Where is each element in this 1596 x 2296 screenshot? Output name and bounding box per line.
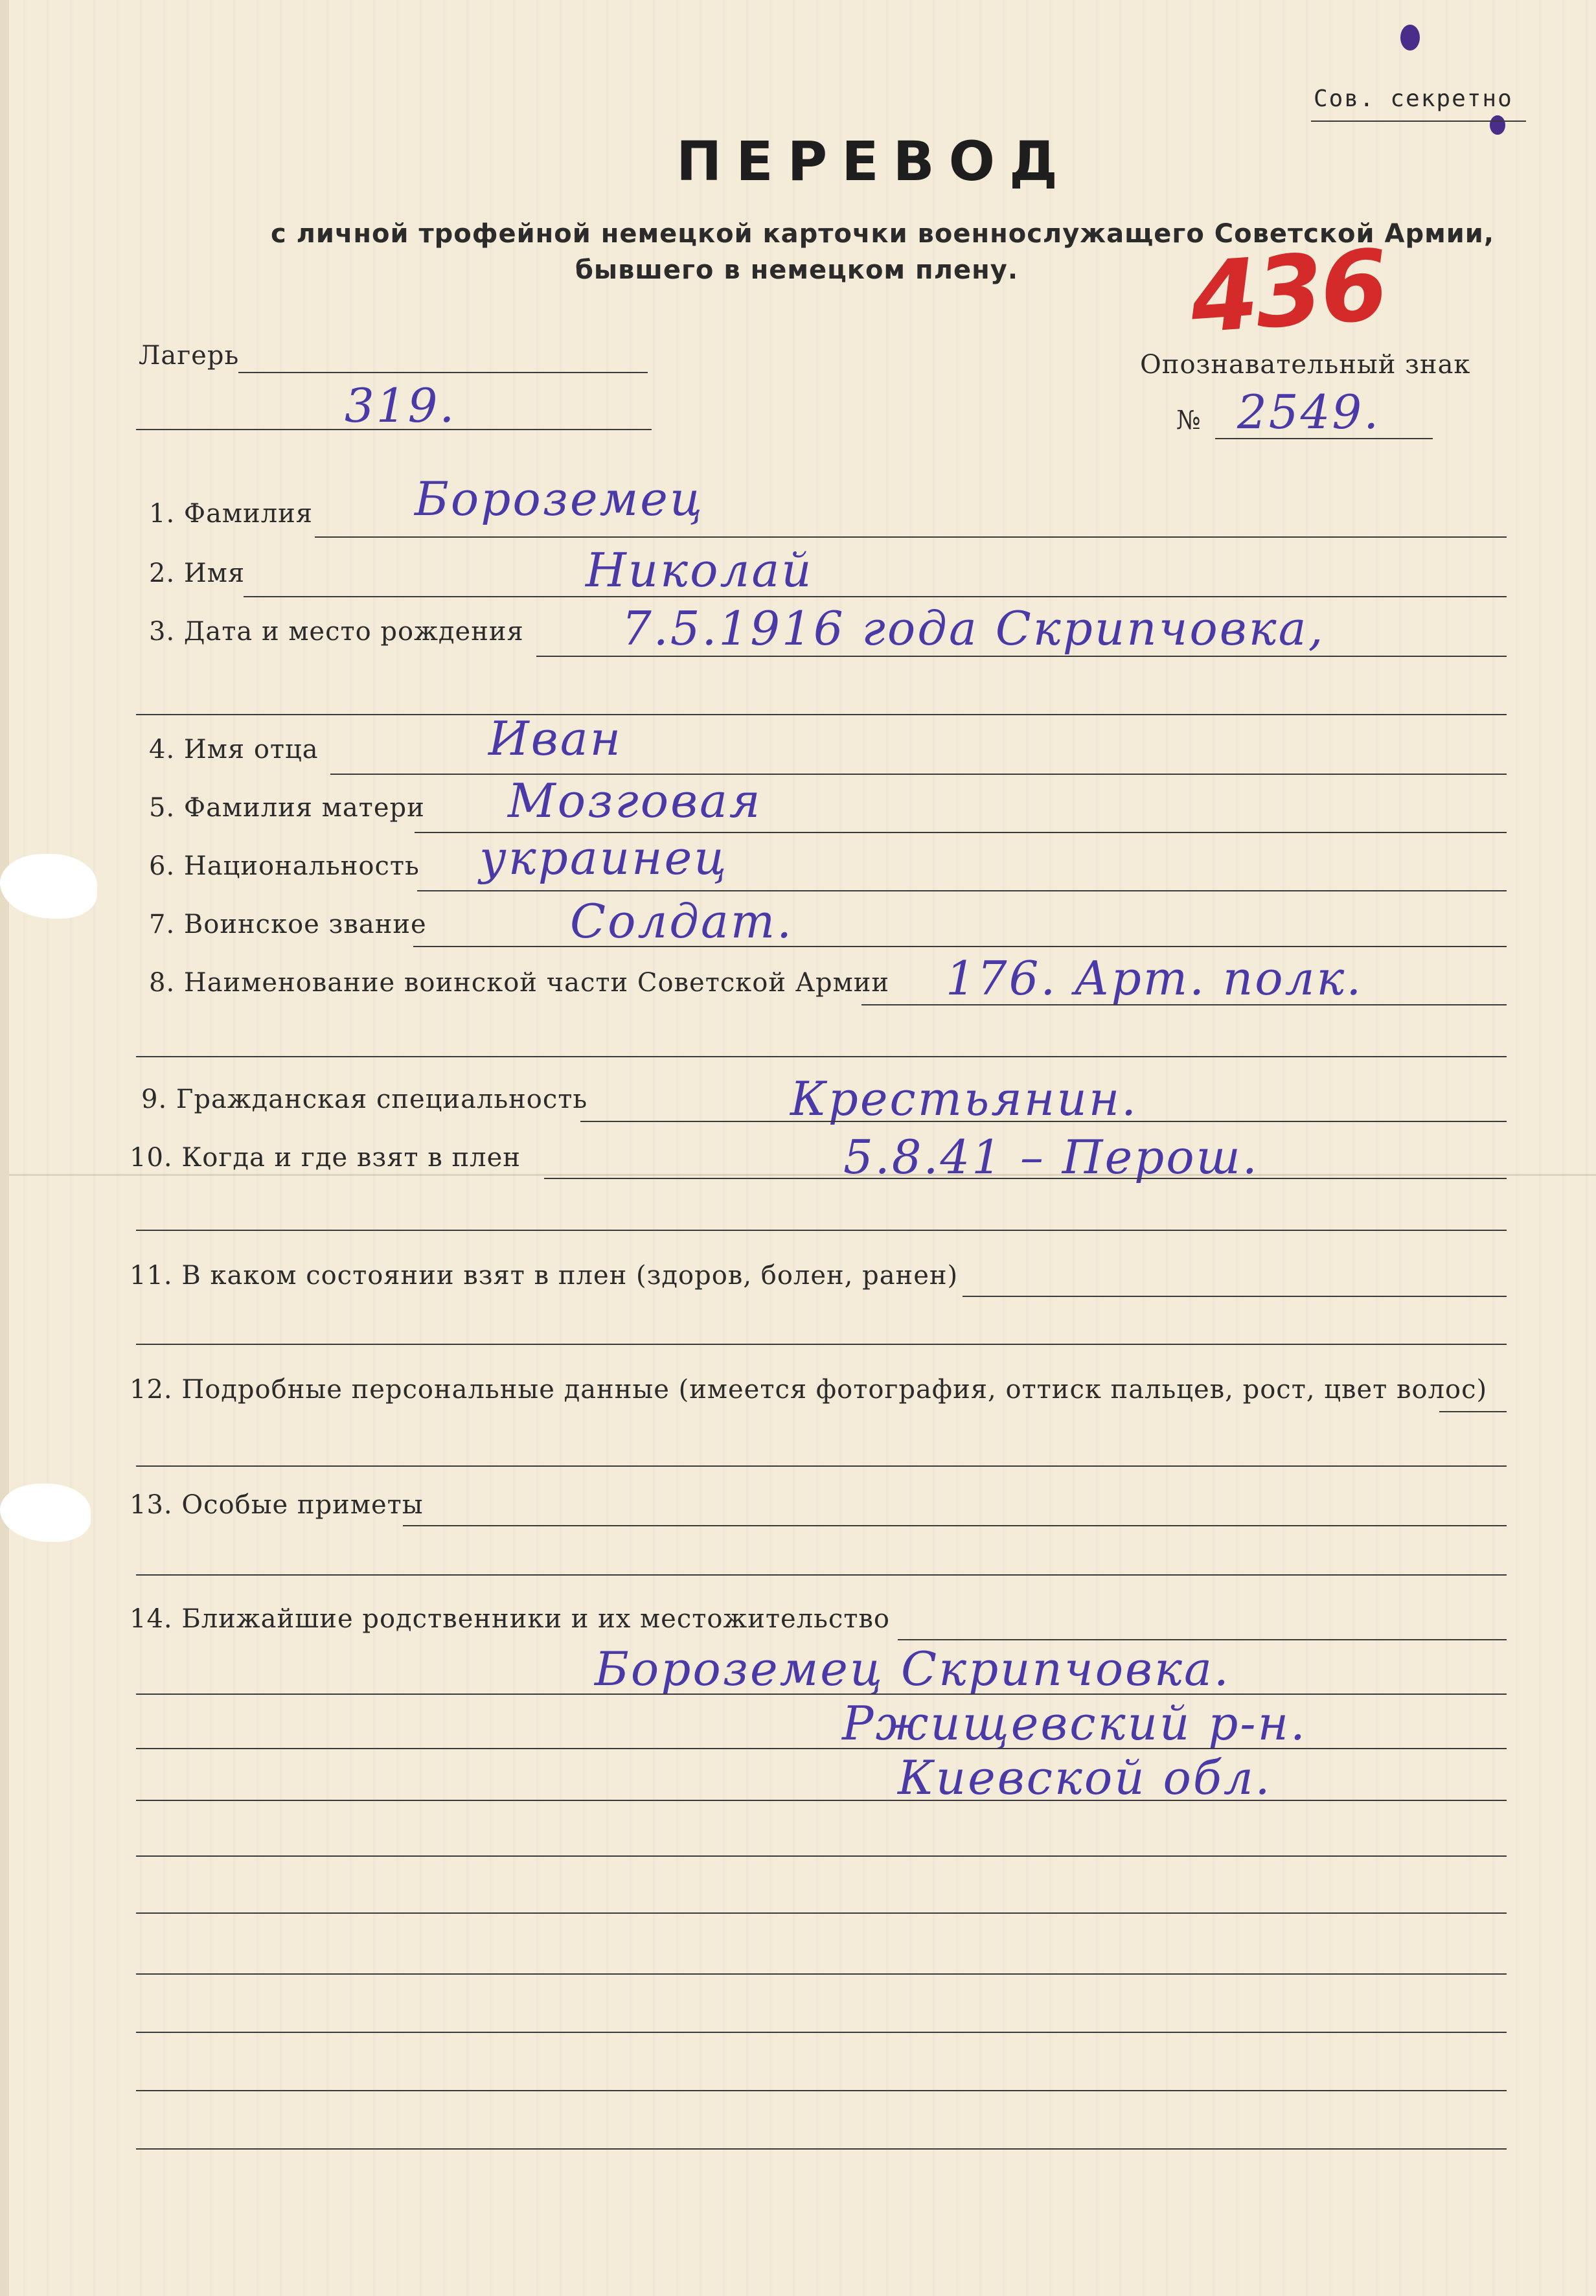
document-subtitle-line2: бывшего в немецком плену.: [575, 255, 1019, 285]
paper-tear-hole: [0, 854, 97, 919]
field-4-line: [330, 774, 1507, 775]
field-13-line: [403, 1525, 1507, 1526]
document-title: ПЕРЕВОД: [676, 130, 1072, 193]
field-6-line: [417, 890, 1507, 891]
field-14-line-6: [136, 1912, 1507, 1914]
field-14-value-line2: Ржищевский р-н.: [842, 1696, 1307, 1751]
field-8-label: 8. Наименование воинской части Советской Армии: [149, 968, 890, 998]
field-10-value: 5.8.41 – Перош.: [843, 1130, 1259, 1184]
field-2-value: Николай: [586, 543, 814, 597]
field-14-line-9: [136, 2090, 1507, 2091]
field-3-line-2: [136, 714, 1507, 715]
field-5-label: 5. Фамилия матери: [149, 793, 425, 823]
paper-edge-wear: [0, 0, 9, 2296]
camp-label: Лагерь: [139, 341, 240, 371]
field-14-value-line3: Киевской обл.: [898, 1751, 1272, 1805]
field-4-label: 4. Имя отца: [149, 735, 319, 764]
id-tag-label: Опознавательный знак: [1140, 350, 1471, 380]
field-10-line: [544, 1178, 1507, 1179]
ink-blot: [1400, 25, 1420, 51]
field-14-line-4: [136, 1800, 1507, 1801]
field-1-label: 1. Фамилия: [149, 499, 314, 529]
field-14-value-line1: Бороземец Скрипчовка.: [595, 1642, 1231, 1696]
field-12-label: 12. Подробные персональные данные (имеется фотография, оттиск пальцев, рост, цвет волос): [130, 1375, 1488, 1405]
field-6-label: 6. Национальность: [149, 851, 420, 881]
field-14-line-5: [136, 1855, 1507, 1857]
red-pencil-number: 436: [1187, 229, 1389, 356]
field-7-value: Солдат.: [570, 894, 793, 948]
field-7-line: [413, 946, 1507, 947]
field-11-line-2: [136, 1344, 1507, 1345]
field-14-line-2: [136, 1693, 1507, 1695]
field-12-line: [1439, 1411, 1507, 1412]
classification-mark: Сов. секретно: [1314, 86, 1513, 112]
field-1-line: [315, 536, 1507, 538]
field-10-line-2: [136, 1230, 1507, 1231]
field-8-line: [861, 1004, 1507, 1005]
field-11-label: 11. В каком состоянии взят в плен (здоров, болен, ранен): [130, 1261, 959, 1291]
field-3-value: 7.5.1916 года Скрипчовка,: [622, 601, 1325, 656]
field-11-line: [963, 1296, 1507, 1297]
field-9-line: [580, 1121, 1507, 1122]
id-tag-number-sign: №: [1176, 406, 1202, 435]
field-14-line-10: [136, 2148, 1507, 2150]
field-14-line: [898, 1639, 1507, 1640]
field-4-value: Иван: [488, 711, 623, 766]
field-14-label: 14. Ближайшие родственники и их местожительство: [130, 1604, 891, 1634]
document-subtitle-line1: с личной трофейной немецкой карточки военнослужащего Советской Армии,: [271, 219, 1495, 249]
field-5-value: Мозговая: [508, 774, 762, 828]
camp-line-1: [238, 372, 648, 373]
field-13-line-2: [136, 1574, 1507, 1576]
field-6-value: украинец: [479, 831, 729, 885]
paper-tear-hole: [0, 1484, 91, 1542]
field-2-line: [244, 596, 1507, 597]
ink-blot: [1490, 115, 1505, 135]
camp-value: 319.: [345, 378, 457, 433]
field-10-label: 10. Когда и где взят в плен: [130, 1143, 521, 1173]
field-12-line-2: [136, 1465, 1507, 1467]
camp-line-2: [136, 429, 652, 430]
id-tag-value: 2549.: [1237, 385, 1381, 439]
field-14-line-8: [136, 2032, 1507, 2033]
paper-fold: [0, 1174, 1596, 1176]
field-14-line-7: [136, 1973, 1507, 1975]
field-2-label: 2. Имя: [149, 558, 245, 588]
field-13-label: 13. Особые приметы: [130, 1490, 424, 1520]
field-9-label: 9. Гражданская специальность: [141, 1085, 588, 1114]
field-7-label: 7. Воинское звание: [149, 910, 427, 939]
field-8-line-2: [136, 1056, 1507, 1057]
field-9-value: Крестьянин.: [790, 1072, 1138, 1126]
field-1-value: Бороземец: [415, 472, 705, 526]
field-3-line: [536, 656, 1507, 657]
field-8-value: 176. Арт. полк.: [946, 951, 1363, 1005]
field-3-label: 3. Дата и место рождения: [149, 617, 524, 647]
field-14-line-3: [136, 1748, 1507, 1749]
classification-underline: [1311, 121, 1526, 122]
